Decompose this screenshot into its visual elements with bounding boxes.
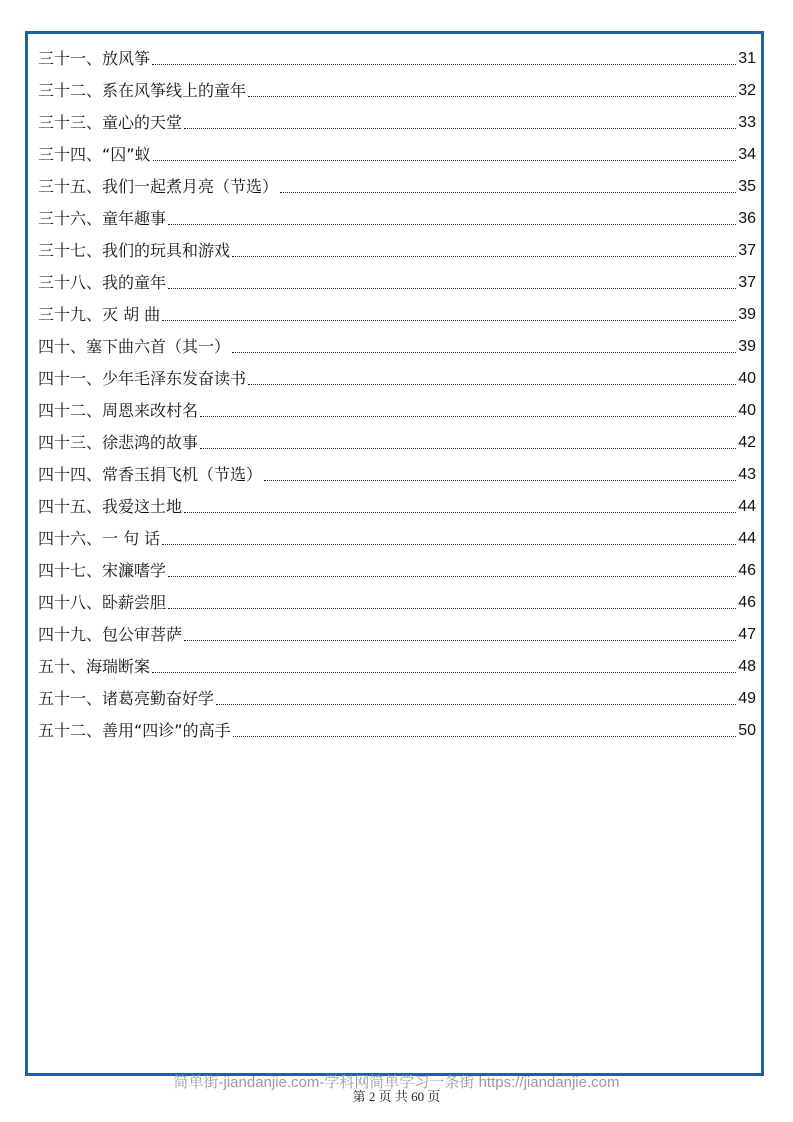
toc-entry-page-number: 34 [738, 146, 756, 163]
toc-entry-title: 四十四、常香玉捐飞机（节选） [38, 465, 263, 484]
toc-entry-page-number: 47 [738, 626, 756, 643]
toc-dot-leader [153, 159, 737, 161]
toc-entry-page-number: 40 [738, 402, 756, 419]
toc-dot-leader [152, 671, 736, 673]
toc-dot-leader [232, 255, 736, 257]
toc-entry-title: 四十九、包公审菩萨 [38, 625, 183, 644]
toc-entry-title: 三十八、我的童年 [38, 273, 167, 292]
toc-dot-leader [264, 479, 736, 481]
footer-page-number: 第 2 页 共 60 页 [352, 1089, 441, 1104]
toc-entry[interactable] [38, 104, 756, 136]
toc-dot-leader [248, 383, 736, 385]
toc-entry-page-number: 35 [738, 178, 756, 195]
toc-dot-leader [248, 95, 736, 97]
table-of-contents [38, 40, 756, 744]
toc-entry[interactable] [38, 392, 756, 424]
toc-entry[interactable] [38, 136, 756, 168]
toc-entry[interactable] [38, 40, 756, 72]
toc-entry-title: 四十六、一 句 话 [38, 529, 161, 548]
toc-entry-title: 四十八、卧薪尝胆 [38, 593, 167, 612]
toc-dot-leader [184, 639, 736, 641]
toc-entry-page-number: 36 [738, 210, 756, 227]
toc-dot-leader [233, 735, 737, 737]
toc-entry[interactable] [38, 232, 756, 264]
toc-entry-title: 三十六、童年趣事 [38, 209, 167, 228]
toc-entry-title: 四十七、宋濂嗜学 [38, 561, 167, 580]
toc-entry-page-number: 39 [738, 306, 756, 323]
toc-dot-leader [280, 191, 736, 193]
toc-entry-page-number: 49 [738, 690, 756, 707]
toc-entry-page-number: 37 [738, 274, 756, 291]
toc-entry-page-number: 33 [738, 114, 756, 131]
toc-entry[interactable] [38, 520, 756, 552]
toc-entry-title: 四十一、少年毛泽东发奋读书 [38, 369, 247, 388]
toc-entry[interactable] [38, 72, 756, 104]
toc-entry-page-number: 46 [738, 562, 756, 579]
toc-entry-title: 四十二、周恩来改村名 [38, 401, 199, 420]
toc-entry[interactable] [38, 616, 756, 648]
toc-entry-title: 四十三、徐悲鸿的故事 [38, 433, 199, 452]
toc-dot-leader [168, 287, 736, 289]
toc-entry[interactable] [38, 680, 756, 712]
footer-watermark: 简单街-jiandanjie.com-学科网简单学习一条街 https://jiandanjie.com [173, 1074, 620, 1091]
toc-dot-leader [200, 447, 736, 449]
toc-entry-title: 三十一、放风筝 [38, 49, 151, 68]
toc-entry-title: 三十二、系在风筝线上的童年 [38, 81, 247, 100]
toc-entry-page-number: 37 [738, 242, 756, 259]
toc-entry[interactable] [38, 552, 756, 584]
toc-entry-page-number: 39 [738, 338, 756, 355]
toc-entry-title: 三十九、灭 胡 曲 [38, 305, 161, 324]
toc-entry[interactable] [38, 328, 756, 360]
toc-entry-title: 三十七、我们的玩具和游戏 [38, 241, 231, 260]
toc-entry-title: 五十、海瑞断案 [38, 657, 151, 676]
toc-entry-title: 三十五、我们一起煮月亮（节选） [38, 177, 279, 196]
toc-entry-title: 五十一、诸葛亮勤奋好学 [38, 689, 215, 708]
toc-entry[interactable] [38, 424, 756, 456]
toc-entry[interactable] [38, 168, 756, 200]
toc-dot-leader [200, 415, 736, 417]
toc-entry-page-number: 44 [738, 498, 756, 515]
toc-entry-title: 五十二、善用“四诊”的高手 [38, 721, 231, 740]
toc-entry-page-number: 32 [738, 82, 756, 99]
toc-entry-page-number: 40 [738, 370, 756, 387]
toc-entry[interactable] [38, 584, 756, 616]
toc-entry[interactable] [38, 488, 756, 520]
toc-dot-leader [168, 607, 736, 609]
toc-entry[interactable] [38, 712, 756, 744]
toc-entry[interactable] [38, 264, 756, 296]
toc-entry-page-number: 46 [738, 594, 756, 611]
toc-entry-title: 三十三、童心的天堂 [38, 113, 183, 132]
toc-dot-leader [162, 543, 736, 545]
toc-entry-page-number: 43 [738, 466, 756, 483]
toc-entry[interactable] [38, 456, 756, 488]
toc-entry-page-number: 31 [738, 50, 756, 67]
toc-entry-page-number: 50 [738, 722, 756, 739]
toc-entry-page-number: 42 [738, 434, 756, 451]
toc-entry-title: 四十五、我爱这土地 [38, 497, 183, 516]
toc-entry-title: 四十、塞下曲六首（其一） [38, 337, 231, 356]
toc-entry-page-number: 48 [738, 658, 756, 675]
toc-entry[interactable] [38, 648, 756, 680]
toc-entry[interactable] [38, 200, 756, 232]
toc-dot-leader [184, 511, 736, 513]
toc-dot-leader [232, 351, 736, 353]
toc-dot-leader [162, 319, 736, 321]
toc-entry-page-number: 44 [738, 530, 756, 547]
toc-entry[interactable] [38, 296, 756, 328]
toc-dot-leader [168, 223, 736, 225]
toc-entry-title: 三十四、“囚”蚁 [38, 145, 151, 164]
toc-dot-leader [216, 703, 736, 705]
toc-dot-leader [184, 127, 736, 129]
toc-dot-leader [168, 575, 736, 577]
toc-entry[interactable] [38, 360, 756, 392]
toc-dot-leader [152, 63, 736, 65]
